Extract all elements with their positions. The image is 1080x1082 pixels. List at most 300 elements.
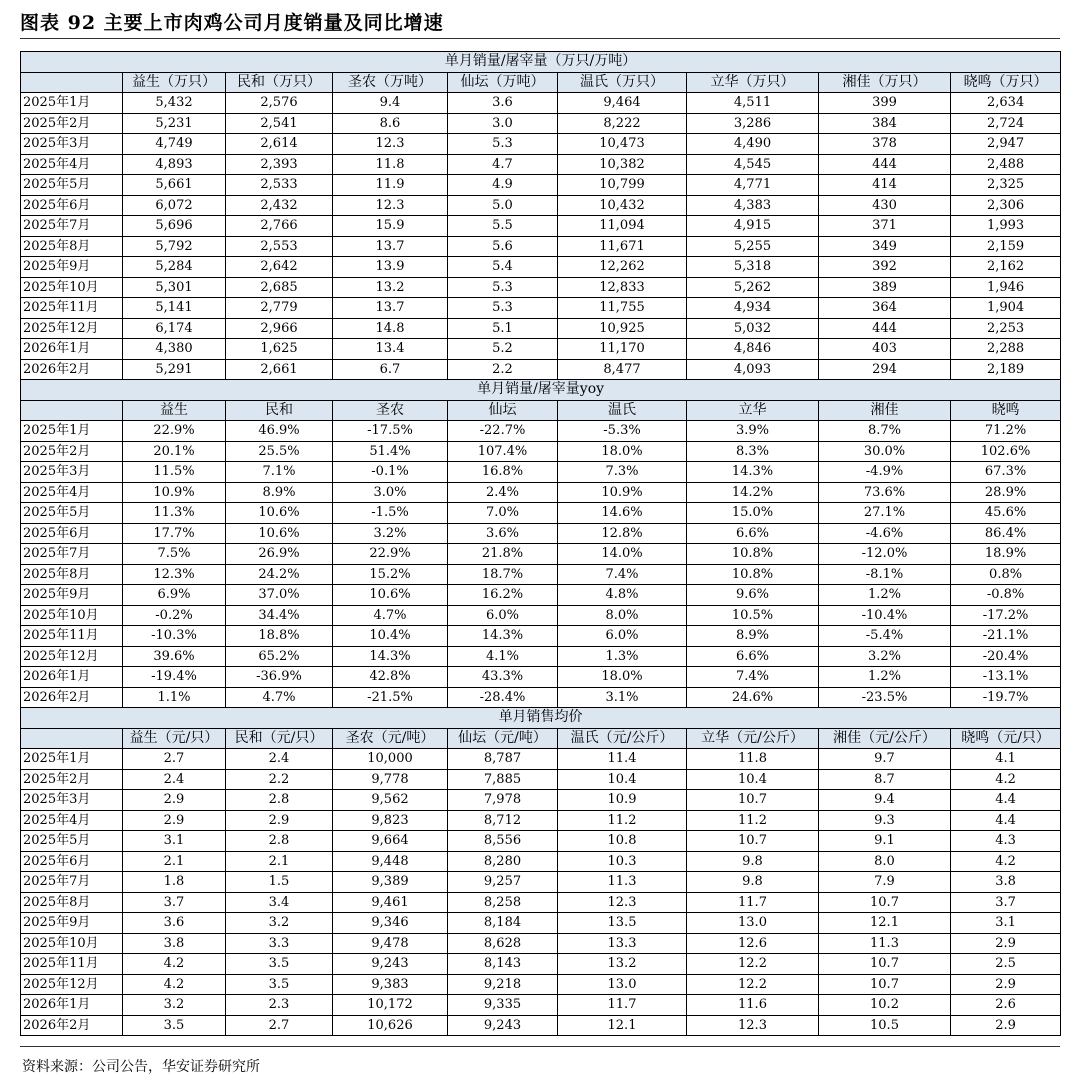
table-row [21,913,1061,934]
table-cell: 2,576 [226,93,333,114]
row-label: 2025年3月 [21,790,123,811]
table-cell: 12.8% [558,523,687,544]
table-row [21,585,1061,606]
table-cell: 18.7% [448,564,558,585]
table-cell: 6.6% [687,646,819,667]
table-cell: 2.7 [123,749,226,770]
table-cell: 9.4 [333,93,448,114]
title-divider [20,38,1060,39]
table-cell: 4.1 [951,749,1061,770]
table-cell: 11.2 [558,810,687,831]
table-cell: 12.3 [687,1015,819,1036]
table-row [21,769,1061,790]
table-cell: 2.9 [951,1015,1061,1036]
table-cell: 2,614 [226,134,333,155]
row-label: 2025年7月 [21,216,123,237]
table-cell: 86.4% [951,523,1061,544]
table-cell: 13.3 [558,933,687,954]
table-cell: 4.4 [951,810,1061,831]
table-cell: 8,712 [448,810,558,831]
table-cell: 13.0 [687,913,819,934]
table-cell: 7.5% [123,544,226,565]
table-cell: 11,094 [558,216,687,237]
table-cell: 9,461 [333,892,448,913]
table-cell: -28.4% [448,687,558,708]
table-cell: -5.3% [558,421,687,442]
table-cell: 9,478 [333,933,448,954]
table-cell: 3,286 [687,113,819,134]
table-cell: 11.5% [123,462,226,483]
table-cell: 7,885 [448,769,558,790]
table-cell: 3.3 [226,933,333,954]
row-label: 2025年11月 [21,298,123,319]
table-cell: 10.7 [819,974,951,995]
table-cell: 11.9 [333,175,448,196]
table-cell: 6,174 [123,318,226,339]
row-label: 2025年5月 [21,175,123,196]
table-cell: 10.9% [558,482,687,503]
column-header: 圣农 [333,400,448,421]
row-label: 2025年10月 [21,277,123,298]
table-cell: 9.4 [819,790,951,811]
table-cell: 12.2 [687,954,819,975]
table-cell: 444 [819,318,951,339]
table-cell: 11.4 [558,749,687,770]
source-divider [20,1046,1060,1047]
header-blank-cell [21,728,123,749]
table-cell: 10.4 [687,769,819,790]
row-label: 2025年4月 [21,482,123,503]
table-cell: 9.1 [819,831,951,852]
row-label: 2026年1月 [21,339,123,360]
column-header: 益生 [123,400,226,421]
table-cell: 9,448 [333,851,448,872]
table-cell: 2,325 [951,175,1061,196]
table-row [21,851,1061,872]
table-cell: 3.4 [226,892,333,913]
table-cell: 10.7 [687,831,819,852]
table-cell: 2.9 [226,810,333,831]
table-cell: 71.2% [951,421,1061,442]
table-cell: 28.9% [951,482,1061,503]
table-cell: 3.8 [951,872,1061,893]
column-header: 温氏 [558,400,687,421]
table-cell: 3.1% [558,687,687,708]
table-cell: 4,934 [687,298,819,319]
figure-title: 图表 92 主要上市肉鸡公司月度销量及同比增速 [20,12,444,34]
header-blank-cell [21,72,123,93]
table-cell: 7.4% [558,564,687,585]
table-cell: 414 [819,175,951,196]
table-cell: 9,243 [448,1015,558,1036]
column-header-row [21,72,1061,93]
table-cell: 1.5 [226,872,333,893]
table-cell: 43.3% [448,667,558,688]
row-label: 2025年8月 [21,892,123,913]
table-cell: 14.2% [687,482,819,503]
table-cell: 12,262 [558,257,687,278]
table-cell: 9,664 [333,831,448,852]
table-row [21,790,1061,811]
table-row [21,175,1061,196]
table-cell: 4,383 [687,195,819,216]
table-cell: 15.0% [687,503,819,524]
table-row [21,298,1061,319]
table-cell: 4,093 [687,359,819,380]
table-cell: 2.5 [951,954,1061,975]
column-header: 仙坛（万吨） [448,72,558,93]
column-header: 湘佳 [819,400,951,421]
table-row [21,113,1061,134]
table-row [21,523,1061,544]
table-cell: 10.7 [819,954,951,975]
table-cell: 10.9% [123,482,226,503]
table-cell: 3.8 [123,933,226,954]
table-cell: 39.6% [123,646,226,667]
table-cell: 6.9% [123,585,226,606]
table-cell: 6.6% [687,523,819,544]
table-cell: 12,833 [558,277,687,298]
section-title-row [21,380,1061,401]
table-cell: 1.2% [819,667,951,688]
row-label: 2025年2月 [21,441,123,462]
table-cell: 10.8 [558,831,687,852]
table-cell: 2.9 [123,790,226,811]
row-label: 2025年11月 [21,626,123,647]
table-cell: 3.1 [123,831,226,852]
table-cell: 2.4 [123,769,226,790]
table-cell: 2,724 [951,113,1061,134]
table-row [21,482,1061,503]
table-cell: 2,253 [951,318,1061,339]
column-header: 立华（元/公斤） [687,728,819,749]
table-cell: 4.7% [333,605,448,626]
table-cell: 2,642 [226,257,333,278]
table-row [21,441,1061,462]
table-cell: 10.2 [819,995,951,1016]
row-label: 2025年9月 [21,913,123,934]
header-blank-cell [21,400,123,421]
table-row [21,626,1061,647]
table-cell: 4,915 [687,216,819,237]
table-cell: 5.3 [448,134,558,155]
table-cell: 13.7 [333,236,448,257]
row-label: 2025年5月 [21,503,123,524]
column-header: 民和（万只） [226,72,333,93]
column-header: 仙坛（元/吨） [448,728,558,749]
table-cell: 3.1 [951,913,1061,934]
table-cell: 10.6% [226,523,333,544]
source-note: 资料来源：公司公告，华安证券研究所 [22,1059,260,1075]
table-cell: 1,993 [951,216,1061,237]
table-cell: 42.8% [333,667,448,688]
table-cell: 3.5 [123,1015,226,1036]
table-cell: 8,184 [448,913,558,934]
table-cell: 11,671 [558,236,687,257]
table-cell: 2,162 [951,257,1061,278]
table-cell: 4,893 [123,154,226,175]
table-cell: 11,170 [558,339,687,360]
table-cell: 294 [819,359,951,380]
table-cell: 6,072 [123,195,226,216]
table-cell: 4,490 [687,134,819,155]
table-cell: 364 [819,298,951,319]
table-cell: 5,291 [123,359,226,380]
table-row [21,134,1061,155]
column-header: 晓鸣（元/只） [951,728,1061,749]
table-cell: 13.7 [333,298,448,319]
table-cell: 2,432 [226,195,333,216]
table-cell: 5,141 [123,298,226,319]
table-cell: 2,966 [226,318,333,339]
table-cell: 10.6% [333,585,448,606]
table-cell: 10.5 [819,1015,951,1036]
table-cell: 24.6% [687,687,819,708]
table-row [21,93,1061,114]
table-cell: 13.4 [333,339,448,360]
row-label: 2025年11月 [21,954,123,975]
table-cell: 7.1% [226,462,333,483]
table-cell: 13.2 [558,954,687,975]
table-cell: 10,172 [333,995,448,1016]
table-cell: 4.9 [448,175,558,196]
table-cell: 1,625 [226,339,333,360]
table-cell: 8,280 [448,851,558,872]
row-label: 2025年10月 [21,605,123,626]
table-cell: 8,143 [448,954,558,975]
table-cell: 5,432 [123,93,226,114]
table-cell: 5.6 [448,236,558,257]
table-cell: 9.8 [687,872,819,893]
table-cell: 5,284 [123,257,226,278]
table-row [21,359,1061,380]
table-cell: 9,383 [333,974,448,995]
table-cell: 3.7 [951,892,1061,913]
table-cell: 2,488 [951,154,1061,175]
table-cell: 3.2 [123,995,226,1016]
table-cell: 102.6% [951,441,1061,462]
table-cell: -13.1% [951,667,1061,688]
table-cell: 7.0% [448,503,558,524]
table-cell: 5,661 [123,175,226,196]
table-cell: 4,380 [123,339,226,360]
row-label: 2025年6月 [21,523,123,544]
table-cell: 4,749 [123,134,226,155]
table-cell: -10.3% [123,626,226,647]
table-cell: 1.1% [123,687,226,708]
table-cell: 10.8% [687,544,819,565]
table-cell: 12.6 [687,933,819,954]
table-cell: 5.3 [448,298,558,319]
row-label: 2025年1月 [21,421,123,442]
table-cell: 12.1 [558,1015,687,1036]
table-cell: 3.0 [448,113,558,134]
table-cell: 7,978 [448,790,558,811]
table-cell: -4.6% [819,523,951,544]
table-cell: 13.9 [333,257,448,278]
table-cell: 389 [819,277,951,298]
table-cell: 24.2% [226,564,333,585]
table-cell: 9,346 [333,913,448,934]
table-cell: 10.6% [226,503,333,524]
column-header: 益生（万只） [123,72,226,93]
row-label: 2025年1月 [21,93,123,114]
table-cell: 3.6% [448,523,558,544]
table-cell: 7.3% [558,462,687,483]
table-cell: 73.6% [819,482,951,503]
table-cell: 15.9 [333,216,448,237]
table-cell: 8.7 [819,769,951,790]
table-cell: 13.5 [558,913,687,934]
table-cell: -17.2% [951,605,1061,626]
column-header: 温氏（元/公斤） [558,728,687,749]
table-cell: 11.2 [687,810,819,831]
table-cell: 5.3 [448,277,558,298]
row-label: 2025年9月 [21,585,123,606]
section-title: 单月销量/屠宰量yoy [21,380,1061,401]
table-cell: 12.3 [333,134,448,155]
table-cell: 5.5 [448,216,558,237]
table-cell: -17.5% [333,421,448,442]
table-cell: 18.8% [226,626,333,647]
table-row [21,933,1061,954]
table-cell: 21.8% [448,544,558,565]
column-header: 晓鸣 [951,400,1061,421]
column-header: 湘佳（元/公斤） [819,728,951,749]
table-cell: 8,556 [448,831,558,852]
section-title: 单月销售均价 [21,708,1061,729]
table-cell: 4.2 [123,954,226,975]
table-cell: 15.2% [333,564,448,585]
table-cell: 10.7 [687,790,819,811]
table-cell: 18.0% [558,667,687,688]
table-row [21,277,1061,298]
row-label: 2025年5月 [21,831,123,852]
table-cell: 14.8 [333,318,448,339]
column-header-row [21,400,1061,421]
table-cell: 2.9 [123,810,226,831]
table-row [21,667,1061,688]
table-cell: -0.1% [333,462,448,483]
table-cell: 8,787 [448,749,558,770]
table-cell: 26.9% [226,544,333,565]
row-label: 2025年12月 [21,974,123,995]
table-cell: 9,778 [333,769,448,790]
table-row [21,195,1061,216]
row-label: 2025年2月 [21,113,123,134]
table-cell: 1,904 [951,298,1061,319]
table-cell: 10,925 [558,318,687,339]
table-cell: -22.7% [448,421,558,442]
table-cell: 12.3 [333,195,448,216]
table-cell: 8.0% [558,605,687,626]
section-title-row [21,708,1061,729]
table-cell: 11.3 [819,933,951,954]
table-cell: 11.7 [558,995,687,1016]
table-cell: 3.2 [226,913,333,934]
table-cell: 5.2 [448,339,558,360]
row-label: 2025年8月 [21,236,123,257]
table-cell: 4.4 [951,790,1061,811]
table-cell: 30.0% [819,441,951,462]
table-cell: 10.9 [558,790,687,811]
table-cell: 384 [819,113,951,134]
table-row [21,687,1061,708]
column-header: 立华（万只） [687,72,819,93]
row-label: 2025年6月 [21,195,123,216]
table-cell: 10.3 [558,851,687,872]
table-row [21,339,1061,360]
table-cell: 7.4% [687,667,819,688]
table-cell: 2.2 [448,359,558,380]
column-header: 温氏（万只） [558,72,687,93]
table-row [21,646,1061,667]
table-cell: 403 [819,339,951,360]
table-cell: -23.5% [819,687,951,708]
table-cell: 25.5% [226,441,333,462]
row-label: 2025年4月 [21,810,123,831]
table-cell: 371 [819,216,951,237]
table-cell: 2,288 [951,339,1061,360]
table-cell: 2,189 [951,359,1061,380]
table-cell: 14.6% [558,503,687,524]
table-cell: 4.2 [951,769,1061,790]
table-cell: 67.3% [951,462,1061,483]
table-cell: 2,947 [951,134,1061,155]
row-label: 2025年7月 [21,872,123,893]
table-cell: 2.8 [226,790,333,811]
table-row [21,257,1061,278]
row-label: 2025年10月 [21,933,123,954]
row-label: 2025年9月 [21,257,123,278]
table-cell: 10,473 [558,134,687,155]
table-cell: 9,218 [448,974,558,995]
table-cell: 3.2% [819,646,951,667]
table-row [21,892,1061,913]
table-cell: 5,301 [123,277,226,298]
table-row [21,995,1061,1016]
row-label: 2025年7月 [21,544,123,565]
table-cell: 3.6 [123,913,226,934]
table-row [21,503,1061,524]
row-label: 2025年2月 [21,769,123,790]
column-header: 立华 [687,400,819,421]
row-label: 2026年1月 [21,995,123,1016]
table-row [21,216,1061,237]
table-cell: 6.0% [448,605,558,626]
table-cell: -19.4% [123,667,226,688]
row-label: 2026年1月 [21,667,123,688]
table-cell: -12.0% [819,544,951,565]
table-cell: 10,626 [333,1015,448,1036]
table-cell: 2.4 [226,749,333,770]
table-cell: -5.4% [819,626,951,647]
table-row [21,421,1061,442]
table-cell: 10,799 [558,175,687,196]
column-header: 晓鸣（万只） [951,72,1061,93]
table-cell: 2.9 [951,974,1061,995]
table-row [21,462,1061,483]
table-cell: 11.3 [558,872,687,893]
table-cell: -36.9% [226,667,333,688]
table-cell: 3.5 [226,954,333,975]
table-cell: 11.8 [687,749,819,770]
table-cell: 0.8% [951,564,1061,585]
table-cell: -21.5% [333,687,448,708]
table-cell: 2,159 [951,236,1061,257]
table-row [21,318,1061,339]
table-cell: 5,696 [123,216,226,237]
